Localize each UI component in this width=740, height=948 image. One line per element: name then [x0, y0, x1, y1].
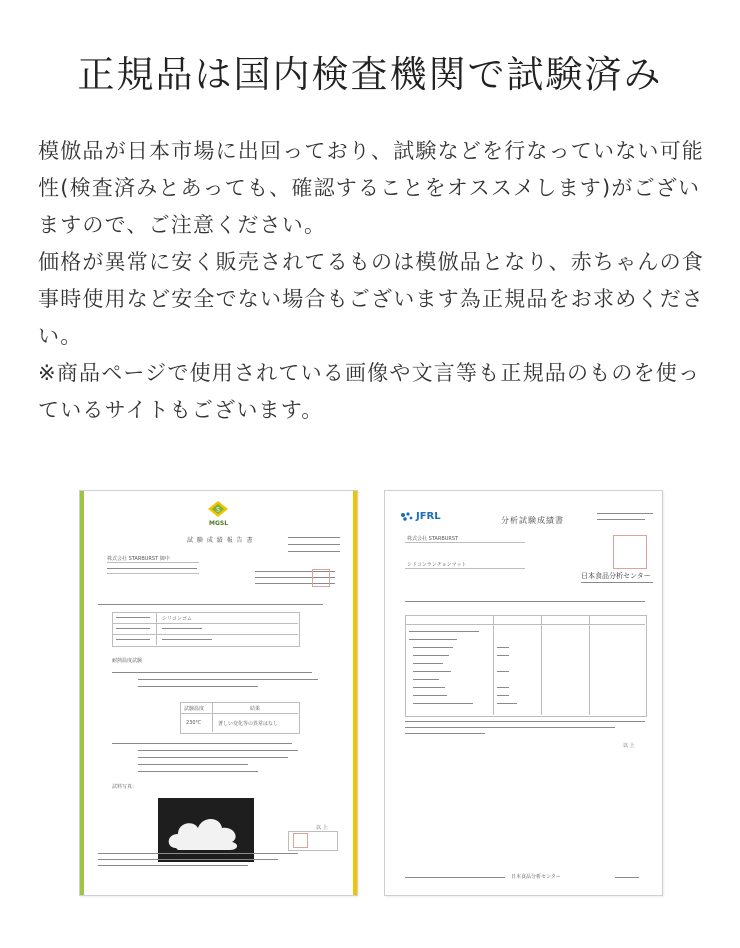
- result-table-temp-header: 試験温度: [184, 706, 205, 712]
- report-end-mark: 以 上: [316, 825, 328, 831]
- mgsl-test-report-image: [79, 490, 358, 896]
- result-table-result-header: 結果: [250, 706, 261, 712]
- official-red-seal: [613, 535, 647, 569]
- sample-name: シリコンゴム: [162, 616, 192, 622]
- jfrl-analysis-report-image: [384, 490, 663, 896]
- notice-paragraph-images: ※商品ページで使用されている画像や文言等も正規品のものを使っているサイトもございます。: [38, 361, 701, 422]
- signature-stamp: [293, 833, 308, 848]
- jfrl-logo-icon: [399, 511, 415, 523]
- analysis-sample: シドコンランチョンマット: [407, 562, 467, 568]
- notice-paragraph-counterfeit: 模倣品が日本市場に出回っており、試験などを行なっていない可能性(検査済みとあっても、確認することをオススメします)がございますので、ご注意ください。: [38, 139, 704, 237]
- page-title: 正規品は国内検査機関で試験済み: [77, 53, 663, 96]
- test-section-label: 耐熱温度試験: [112, 658, 143, 664]
- notice-text: [38, 133, 710, 429]
- sample-photo-label: 試料写真：: [112, 784, 138, 790]
- green-border-stripe: [80, 491, 84, 895]
- svg-text:S: S: [216, 506, 220, 514]
- report-seal-stamp: [312, 569, 330, 587]
- notice-paragraph-price: 価格が異常に安く販売されてるものは模倣品となり、赤ちゃんの食事時使用など安全でない場合もございます為正規品をお求めください。: [38, 250, 704, 348]
- analysis-report-title: 分析試験成績書: [501, 516, 564, 525]
- result-table-temp: 230℃: [186, 720, 202, 726]
- mgsl-logo-text: MGSL: [209, 520, 229, 527]
- analysis-end-mark: 以 上: [623, 743, 635, 749]
- report-company: 株式会社 STARBURST 御中: [107, 556, 170, 562]
- analysis-org-stamp: 日本食品分析センター: [581, 572, 651, 580]
- analysis-footer-org: 日本食品分析センター: [511, 874, 561, 880]
- mgsl-logo-icon: [206, 500, 230, 518]
- report-title: 試 験 成 績 報 告 書: [187, 537, 254, 544]
- jfrl-logo-text: JFRL: [416, 511, 441, 522]
- result-table-result: 著しい変化等の異常はなし: [218, 721, 279, 727]
- yellow-border-stripe: [353, 491, 357, 895]
- analysis-client: 株式会社 STARBURST: [407, 536, 459, 542]
